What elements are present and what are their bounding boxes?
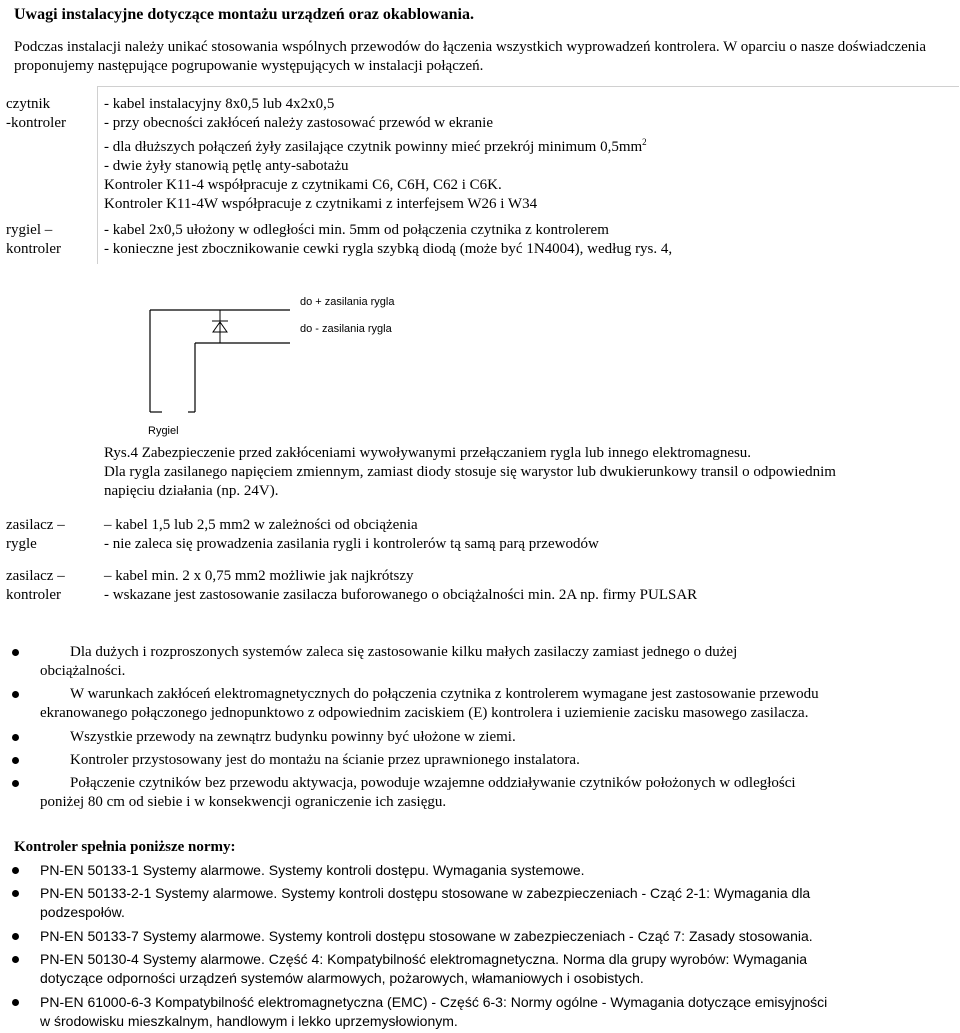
- section-content-lock: [104, 221, 954, 259]
- section-content-psu-controller: [104, 567, 954, 605]
- bullet-line: ekranowanego połączonego jednopunktowo z odpowiednim zaciskiem (E) kontrolera i uziemienie zacisku masowego zasilacza.: [40, 705, 809, 721]
- label-device: Rygiel: [148, 425, 179, 437]
- norm-text: [40, 884, 935, 922]
- bullet-icon: [12, 757, 19, 764]
- norm-line: PN-EN 50133-2-1 Systemy alarmowe. Systemy kontroli dostępu stosowane w zabezpieczeniach - Cząć 2-1: Wymagania dla: [40, 885, 811, 901]
- table-column-divider: [97, 86, 98, 264]
- bullet-line: obciążalności.: [40, 663, 126, 679]
- label-line: czytnik: [6, 96, 51, 112]
- norm-text: [40, 861, 935, 880]
- figure-caption: [104, 444, 954, 501]
- section-label-psu-controller: [6, 567, 96, 605]
- label-line: kontroler: [6, 587, 61, 603]
- bullet-line: W warunkach zakłóceń elektromagnetycznych do połączenia czytnika z kontrolerem wymagane jest zastosowanie przewodu: [70, 686, 819, 702]
- section-label-lock: [6, 221, 96, 259]
- section-label-psu-locks: [6, 516, 96, 554]
- bullet-icon: [12, 649, 19, 656]
- caption-line: napięciu działania (np. 24V).: [104, 483, 279, 499]
- label-line: zasilacz –: [6, 568, 65, 584]
- label-minus: do - zasilania rygla: [300, 323, 392, 335]
- content-line: - dwie żyły stanowią pętlę anty-sabotażu: [104, 158, 349, 174]
- bullet-text: [40, 728, 935, 747]
- norm-line: dotyczące odporności urządzeń systemów alarmowych, pożarowych, włamaniowych i osobistych.: [40, 970, 644, 986]
- diode-diagram: [140, 290, 440, 440]
- bullet-line: Połączenie czytników bez przewodu aktywacja, powoduje wzajemne oddziaływanie czytników położonych w odległości: [70, 775, 796, 791]
- label-line: zasilacz –: [6, 517, 65, 533]
- bullet-icon: [12, 867, 19, 874]
- bullet-line: Dla dużych i rozproszonych systemów zaleca się zastosowanie kilku małych zasilaczy zamiast jednego o dużej: [70, 644, 738, 660]
- norm-text: [40, 927, 935, 946]
- superscript: 2: [642, 137, 647, 147]
- content-line: - wskazane jest zastosowanie zasilacza buforowanego o obciążalności min. 2A np. firmy PULSAR: [104, 587, 698, 603]
- bullet-text: [40, 685, 935, 723]
- label-plus: do + zasilania rygla: [300, 296, 395, 308]
- bullet-icon: [12, 780, 19, 787]
- intro-paragraph: Podczas instalacji należy unikać stosowania wspólnych przewodów do łączenia wszystkich wyprowadzeń kontrolera. W oparciu o nasze doświadczenia proponujemy następujące pogrupowanie występujących w instalacji połączeń.: [14, 39, 927, 74]
- content-line: - nie zaleca się prowadzenia zasilania rygli i kontrolerów tą samą parą przewodów: [104, 536, 599, 552]
- content-line: - konieczne jest zbocznikowanie cewki rygla szybką diodą (może być 1N4004), według rys. 4,: [104, 241, 673, 257]
- bullet-icon: [12, 691, 19, 698]
- bullet-line: Kontroler przystosowany jest do montażu na ścianie przez uprawnionego instalatora.: [70, 752, 580, 768]
- label-line: rygiel –: [6, 222, 53, 238]
- bullet-icon: [12, 933, 19, 940]
- content-line: Kontroler K11-4W współpracuje z czytnikami z interfejsem W26 i W34: [104, 196, 538, 212]
- norms-heading: Kontroler spełnia poniższe normy:: [14, 839, 236, 855]
- table-top-border: [97, 86, 959, 87]
- norm-line: w środowisku mieszkalnym, handlowym i lekko uprzemysłowionym.: [40, 1013, 458, 1029]
- norm-line: PN-EN 61000-6-3 Kompatybilność elektromagnetyczna (EMC) - Część 6-3: Normy ogólne - Wymagania dotyczące emisyjności: [40, 994, 828, 1010]
- bullet-text: [40, 643, 935, 681]
- content-line: - przy obecności zakłóceń należy zastosować przewód w ekranie: [104, 115, 493, 131]
- content-line: [104, 133, 954, 157]
- norm-line: podzespołów.: [40, 904, 125, 920]
- content-line: Kontroler K11-4 współpracuje z czytnikami C6, C6H, C62 i C6K.: [104, 177, 502, 193]
- norm-text: [40, 950, 935, 988]
- caption-line: Dla rygla zasilanego napięciem zmiennym, zamiast diody stosuje się warystor lub dwukierunkowy transil o odpowiednim: [104, 464, 836, 480]
- caption-line: Rys.4 Zabezpieczenie przed zakłóceniami wywoływanymi przełączaniem rygla lub innego elektromagnesu.: [104, 445, 752, 461]
- norm-line: PN-EN 50133-1 Systemy alarmowe. Systemy kontroli dostępu. Wymagania systemowe.: [40, 862, 585, 878]
- norm-line: PN-EN 50133-7 Systemy alarmowe. Systemy kontroli dostępu stosowane w zabezpieczeniach - Cząć 7: Zasady stosowania.: [40, 928, 813, 944]
- label-line: rygle: [6, 536, 37, 552]
- bullet-text: [40, 774, 935, 812]
- bullet-icon: [12, 734, 19, 741]
- content-line: – kabel min. 2 x 0,75 mm2 możliwie jak najkrótszy: [104, 568, 414, 584]
- bullet-icon: [12, 890, 19, 897]
- content-line: - kabel 2x0,5 ułożony w odległości min. 5mm od połączenia czytnika z kontrolerem: [104, 222, 609, 238]
- label-line: -kontroler: [6, 115, 66, 131]
- bullet-text: [40, 751, 935, 770]
- norm-line: PN-EN 50130-4 Systemy alarmowe. Część 4: Kompatybilność elektromagnetyczna. Norma dla grupy wyrobów: Wymagania: [40, 951, 808, 967]
- norm-text: [40, 993, 935, 1031]
- bullet-icon: [12, 956, 19, 963]
- content-text: - dla dłuższych połączeń żyły zasilające czytnik powinny mieć przekrój minimum 0,5mm: [104, 139, 643, 155]
- label-line: kontroler: [6, 241, 61, 257]
- bullet-line: Wszystkie przewody na zewnątrz budynku powinny być ułożone w ziemi.: [70, 729, 516, 745]
- section-content-reader: [104, 95, 954, 214]
- content-line: – kabel 1,5 lub 2,5 mm2 w zależności od obciążenia: [104, 517, 418, 533]
- section-content-psu-locks: [104, 516, 954, 554]
- bullet-line: poniżej 80 cm od siebie i w konsekwencji ograniczenie ich zasięgu.: [40, 794, 447, 810]
- content-line: - kabel instalacyjny 8x0,5 lub 4x2x0,5: [104, 96, 335, 112]
- page-title: Uwagi instalacyjne dotyczące montażu urządzeń oraz okablowania.: [14, 6, 474, 23]
- bullet-icon: [12, 999, 19, 1006]
- section-label-reader: [6, 95, 96, 133]
